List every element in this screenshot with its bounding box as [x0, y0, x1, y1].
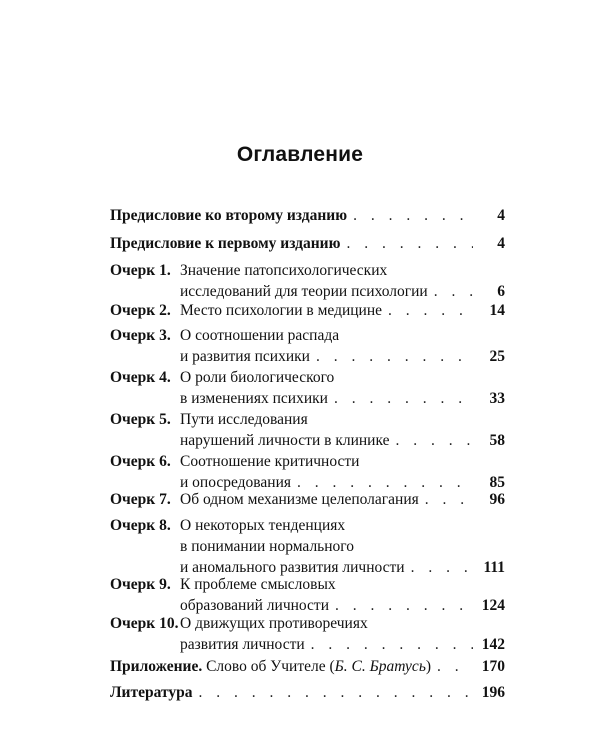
entry-page: 111 [483, 559, 505, 576]
entry-title-line: в изменениях психики [180, 390, 328, 407]
appendix-label: Приложение. [110, 658, 203, 675]
entry-page: 4 [497, 235, 505, 252]
entry-page: 85 [489, 474, 505, 491]
essay-label: Очерк 1. [110, 262, 171, 279]
toc-entry-essay-3[interactable] [110, 325, 505, 367]
essay-label: Очерк 7. [110, 491, 171, 508]
essay-label: Очерк 6. [110, 453, 171, 470]
entry-title-line: и развития психики [180, 348, 310, 365]
toc-entry-essay-6[interactable] [110, 451, 505, 493]
entry-title-line: Соотношение критичности [180, 453, 360, 470]
entry-title-line: О роли биологического [180, 369, 335, 386]
essay-label: Очерк 9. [110, 576, 171, 593]
entry-title-line: и аномального развития личности [180, 559, 405, 576]
toc-entry-preface-second[interactable] [110, 205, 505, 226]
toc-entry-essay-2[interactable] [110, 300, 505, 321]
dot-leader [437, 656, 473, 677]
entry-title-line: Об одном механизме целеполагания [180, 491, 419, 508]
dot-leader [388, 300, 473, 321]
toc-entry-essay-4[interactable] [110, 367, 505, 409]
dot-leader [198, 682, 473, 703]
toc-entry-preface-first[interactable] [110, 233, 505, 254]
entry-title-line: О некоторых тенденциях [180, 517, 346, 534]
dot-leader [346, 233, 473, 254]
dot-leader [334, 388, 473, 409]
entry-page: 96 [489, 491, 505, 508]
dot-leader [396, 430, 474, 451]
entry-title-line: исследований для теории психологии [180, 283, 428, 300]
entry-title-line: в понимании нормального [180, 538, 355, 555]
toc-entry-essay-9[interactable] [110, 574, 505, 616]
toc-entry-essay-5[interactable] [110, 409, 505, 451]
appendix-close: ) [425, 658, 432, 675]
page-title: Оглавление [236, 143, 364, 166]
toc-entry-appendix[interactable] [110, 656, 505, 677]
appendix-author: Б. С. Братусь [334, 658, 426, 675]
essay-label: Очерк 4. [110, 369, 171, 386]
toc-entry-essay-8[interactable] [110, 515, 505, 578]
entry-page: 14 [489, 302, 505, 319]
dot-leader [311, 634, 473, 655]
essay-label: Очерк 5. [110, 411, 171, 428]
entry-page: 33 [489, 390, 505, 407]
toc-entry-essay-10[interactable] [110, 613, 505, 655]
entry-title-line: Место психологии в медицине [180, 302, 383, 319]
entry-page: 170 [481, 658, 505, 675]
toc-entry-essay-1[interactable] [110, 260, 505, 302]
entry-page: 4 [497, 207, 505, 224]
essay-label: Очерк 10. [110, 615, 179, 632]
essay-label: Очерк 8. [110, 517, 171, 534]
entry-title-line: Значение патопсихологических [180, 262, 388, 279]
entry-title: Предисловие ко второму изданию [110, 207, 348, 224]
entry-title-line: и опосредования [180, 474, 292, 491]
entry-title-line: О движущих противоречиях [180, 615, 368, 632]
essay-label: Очерк 2. [110, 302, 171, 319]
entry-title-line: развития личности [180, 636, 305, 653]
appendix-title: Слово об Учителе ( [206, 658, 335, 675]
entry-title: Литература [110, 684, 193, 701]
entry-title: Предисловие к первому изданию [110, 235, 341, 252]
dot-leader [316, 346, 473, 367]
essay-label: Очерк 3. [110, 327, 171, 344]
entry-page: 142 [481, 636, 505, 653]
entry-title-line: К проблеме смысловых [180, 576, 336, 593]
toc-entry-essay-7[interactable] [110, 489, 505, 510]
entry-page: 25 [489, 348, 505, 365]
entry-page: 58 [489, 432, 505, 449]
dot-leader [425, 489, 473, 510]
dot-leader [434, 281, 473, 302]
toc-entry-literature[interactable] [110, 682, 505, 703]
entry-title-line: образований личности [180, 597, 330, 614]
entry-title-line: О соотношении распада [180, 327, 340, 344]
entry-page: 124 [481, 597, 505, 614]
entry-page: 196 [481, 684, 505, 701]
entry-title-line: Пути исследования [180, 411, 308, 428]
entry-page: 6 [497, 283, 505, 300]
entry-title-line: нарушений личности в клинике [180, 432, 390, 449]
dot-leader [353, 205, 473, 226]
